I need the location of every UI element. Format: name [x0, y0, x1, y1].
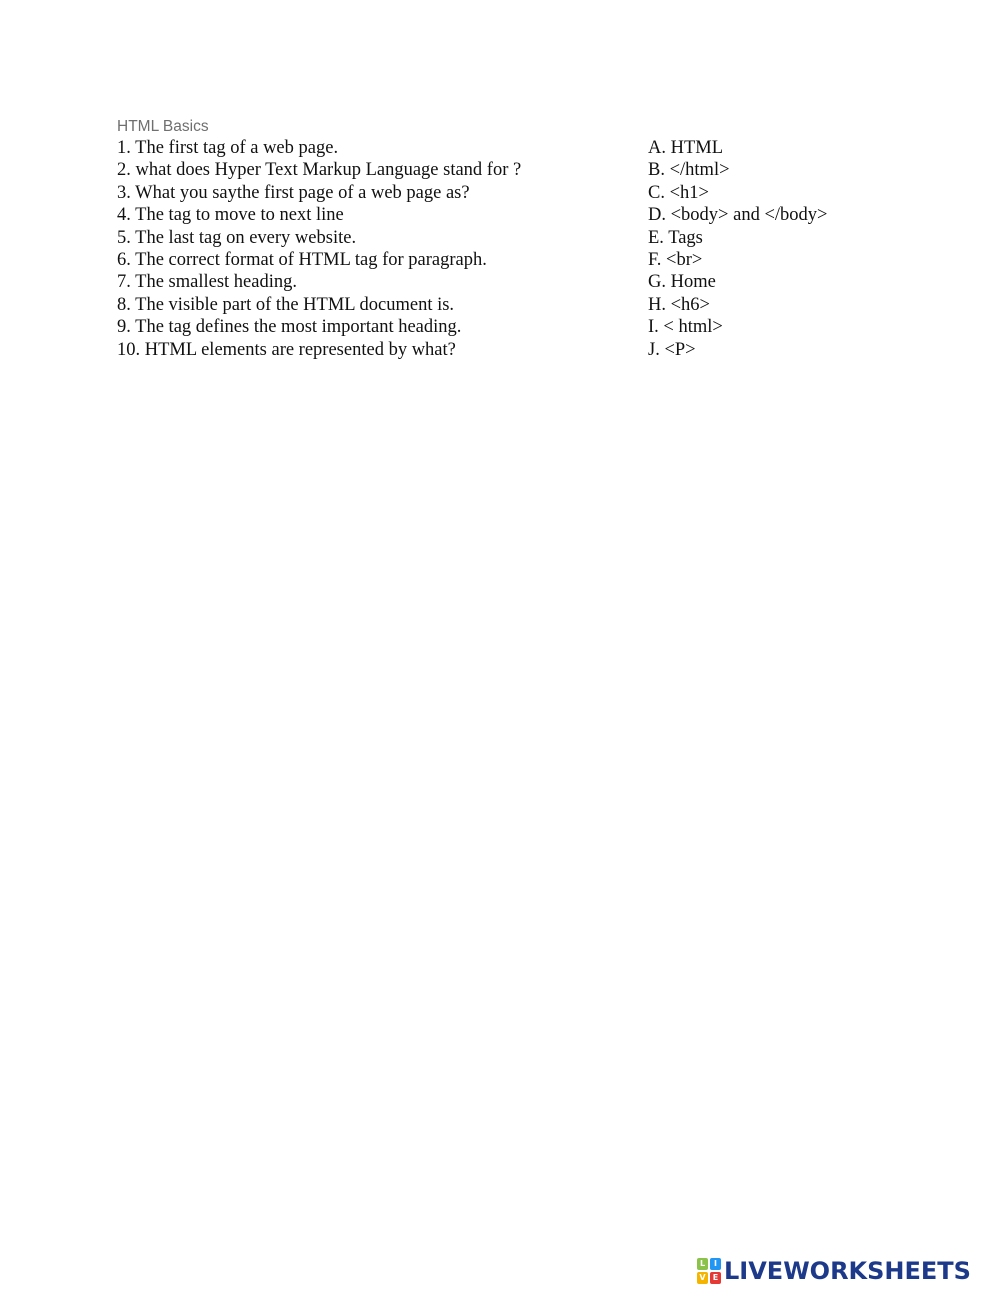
question-item: 2. what does Hyper Text Markup Language stand for ?	[117, 160, 522, 181]
logo-tile: I	[710, 1258, 721, 1270]
logo-tile: E	[710, 1272, 721, 1284]
liveworksheets-brand	[697, 1256, 971, 1286]
worksheet-title: HTML Basics	[117, 118, 209, 135]
answer-item: J. <P>	[648, 339, 696, 360]
answer-item: H. <h6>	[648, 294, 710, 315]
answer-item: C. <h1>	[648, 182, 709, 203]
answers-list	[648, 137, 968, 361]
question-item: 8. The visible part of the HTML document is.	[117, 294, 455, 315]
question-item: 9. The tag defines the most important heading.	[117, 317, 462, 338]
answer-item: F. <br>	[648, 249, 703, 270]
answer-item: D. <body> and </body>	[648, 205, 828, 226]
answer-item: E. Tags	[648, 227, 703, 248]
logo-tile: L	[697, 1258, 708, 1270]
answer-item: B. </html>	[648, 160, 730, 181]
question-item: 4. The tag to move to next line	[117, 205, 344, 226]
questions-list	[117, 137, 637, 361]
liveworksheets-logo-icon	[697, 1258, 721, 1284]
question-item: 7. The smallest heading.	[117, 272, 297, 293]
question-item: 5. The last tag on every website.	[117, 227, 357, 248]
question-item: 6. The correct format of HTML tag for paragraph.	[117, 249, 487, 270]
question-item: 1. The first tag of a web page.	[117, 138, 339, 158]
answer-item: A. HTML	[648, 138, 724, 158]
brand-wordmark: LIVEWORKSHEETS	[724, 1257, 971, 1285]
answer-item: G. Home	[648, 272, 716, 293]
question-item: 3. What you saythe first page of a web page as?	[117, 182, 470, 203]
logo-tile: V	[697, 1272, 708, 1284]
answer-item: I. < html>	[648, 317, 723, 338]
question-item: 10. HTML elements are represented by what?	[117, 339, 456, 360]
